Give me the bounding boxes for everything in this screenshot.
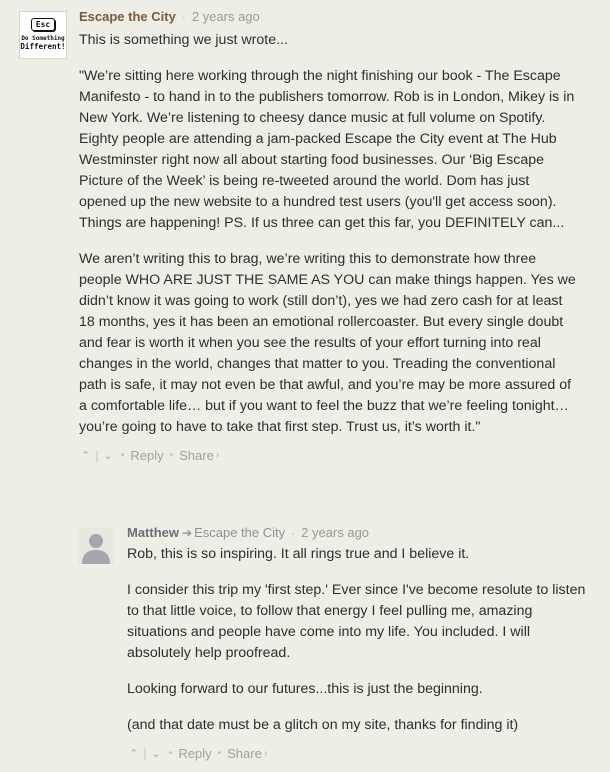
author-link[interactable]: Matthew [127,525,179,540]
share-button[interactable] [227,745,267,762]
timestamp-link[interactable]: 2 years ago [191,9,260,24]
user-silhouette-icon [78,528,114,564]
author-link[interactable]: Escape the City [79,9,176,24]
avatar-tagline-top: Do Something [21,35,65,42]
comment-paragraph: Looking forward to our futures...this is just the beginning. [127,681,483,697]
downvote-button[interactable]: ⌄ [103,449,113,462]
esc-key-logo: Esc [31,18,55,31]
share-label: Share [227,745,262,761]
comment-paragraph: I consider this trip my 'first step.' Ever since I've become resolute to listen to that little voice, to follow that energy I feel pulling me, amazing situations and people have come into my life. You included. I will absolutely help proofread. [127,582,586,661]
separator-dot: • [217,747,222,759]
reply-button[interactable]: Reply [178,745,212,761]
comment-header [127,524,587,542]
share-button[interactable] [179,447,219,464]
comment-actions [79,447,579,464]
downvote-button[interactable]: ⌄ [151,747,161,760]
reply-button[interactable]: Reply [130,447,164,463]
separator-dot: • [168,747,173,759]
comment-paragraph: This is something we just wrote... [79,32,288,48]
share-label: Share [179,447,214,463]
timestamp-link[interactable]: 2 years ago [301,525,370,540]
avatar[interactable] [78,528,114,564]
comment-body [127,524,587,762]
upvote-button[interactable]: ⌃ [81,449,91,462]
comment-message [127,544,587,736]
separator-dot: • [169,449,174,461]
comment-paragraph: (and that date must be a glitch on my site, thanks for finding it) [127,717,519,733]
chevron-right-icon: › [263,747,268,759]
comment-actions [127,745,587,762]
avatar[interactable] [19,11,67,59]
arrow-right-icon: ➔ [182,526,193,540]
avatar-tagline-bottom: Different! [20,42,66,51]
separator-dot: · [291,526,296,540]
vote-divider: | [95,447,99,463]
comment-paragraph: We aren’t writing this to brag, we’re writing this to demonstrate how three people WHO ARE JUST THE SAME AS YOU can make things happen. Yes we didn’t know it was going to work (still don’t), yes we had zero cash for at least 18 months, yes it has been an emotional rollercoaster. But every single doubt and fear is worth it when you see the results of your effort turning into real changes in the world, changes that matter to you. Treading the conventional path is safe, it may not even be that awful, and you’re may be more assured of a comfortable life… but if you want to feel the buzz that we’re feeling tonight… you’re going to have to take that first step. Trust us, it’s worth it." [79,251,576,435]
vote-divider: | [143,745,147,761]
comment-header [79,8,579,26]
separator-dot: • [120,449,125,461]
comment-paragraph: "We’re sitting here working through the night finishing our book - The Escape Manifesto - to hand in to the publishers tomorrow. Rob is in London, Mikey is in New York. We’re listening to cheesy dance music at full volume on Spotify. Eighty people are attending a jam-packed Escape the City event at The Hub Westminster right now all about starting food businesses. Our ‘Big Escape Picture of the Week’ is being re-tweeted around the world. Dom has just opened up the new website to a hundred test users (you'll get access soon). Things are happening! PS. If us three can get this far, you DEFINITELY can... [79,68,575,231]
chevron-right-icon: › [215,449,220,461]
comment-message [79,30,579,438]
comment-paragraph: Rob, this is so inspiring. It all rings true and I believe it. [127,546,470,562]
separator-dot: · [181,10,186,24]
upvote-button[interactable]: ⌃ [129,747,139,760]
parent-author-link[interactable]: Escape the City [194,525,286,540]
comment-body [79,8,579,464]
